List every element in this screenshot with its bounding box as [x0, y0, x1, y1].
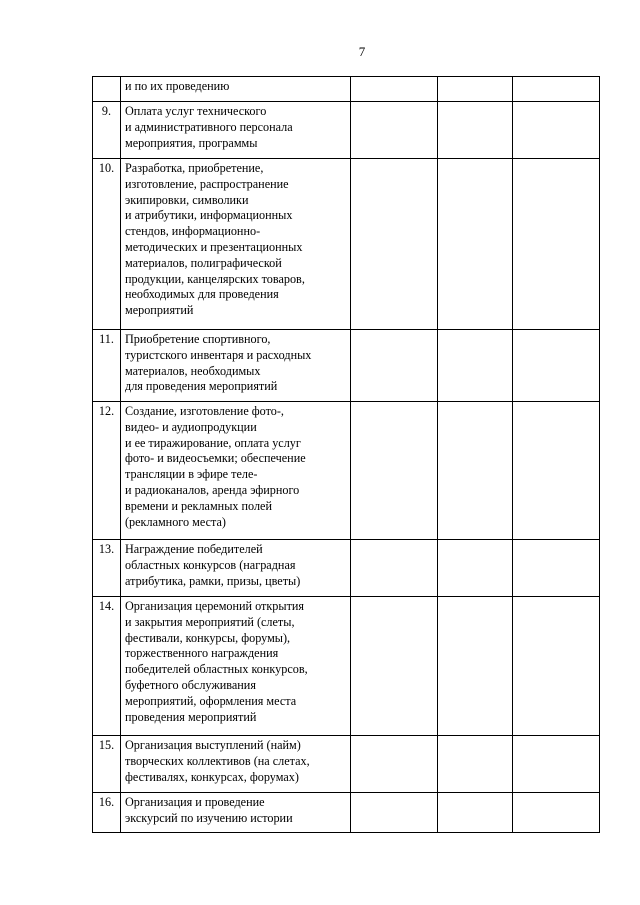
empty-cell: [351, 77, 438, 102]
row-description: Организация церемоний открытия и закрытия мероприятий (слеты, фестивали, конкурсы, форумы), торжественного награждения победителей областных конкурсов, буфетного обслуживания мероприятий, оформления места проведения мероприятий: [121, 597, 351, 736]
empty-cell: [351, 330, 438, 402]
page-number: 7: [358, 44, 366, 59]
row-number: 16.: [93, 793, 121, 833]
empty-cell: [351, 159, 438, 330]
empty-cell: [438, 77, 513, 102]
row-description: Создание, изготовление фото-, видео- и аудиопродукции и ее тиражирование, оплата услуг фото- и видеосъемки; обеспечение трансляции в эфире теле- и радиоканалов, аренда эфирного времени и рекламных полей (рекламного места): [121, 402, 351, 540]
row-description: Приобретение спортивного, туристского инвентаря и расходных материалов, необходимых для проведения мероприятий: [121, 330, 351, 402]
table-row: [93, 793, 600, 833]
row-number: 9.: [93, 102, 121, 159]
table-row: [93, 102, 600, 159]
empty-cell: [438, 330, 513, 402]
empty-cell: [438, 793, 513, 833]
row-description: Организация и проведение экскурсий по изучению истории: [121, 793, 351, 833]
empty-cell: [438, 159, 513, 330]
empty-cell: [513, 330, 600, 402]
empty-cell: [513, 102, 600, 159]
row-number: 12.: [93, 402, 121, 540]
expense-table: [92, 76, 600, 833]
empty-cell: [438, 402, 513, 540]
row-number: 10.: [93, 159, 121, 330]
empty-cell: [351, 736, 438, 793]
row-description: Награждение победителей областных конкурсов (наградная атрибутика, рамки, призы, цветы): [121, 540, 351, 597]
row-description: Организация выступлений (найм) творческих коллективов (на слетах, фестивалях, конкурсах, форумах): [121, 736, 351, 793]
empty-cell: [351, 597, 438, 736]
empty-cell: [513, 540, 600, 597]
row-description: Оплата услуг технического и административного персонала мероприятия, программы: [121, 102, 351, 159]
row-number: 14.: [93, 597, 121, 736]
row-number: [93, 77, 121, 102]
empty-cell: [351, 402, 438, 540]
empty-cell: [513, 402, 600, 540]
row-number: 11.: [93, 330, 121, 402]
empty-cell: [513, 159, 600, 330]
empty-cell: [351, 540, 438, 597]
empty-cell: [513, 77, 600, 102]
table-row: [93, 540, 600, 597]
empty-cell: [438, 736, 513, 793]
row-description: Разработка, приобретение, изготовление, распространение экипировки, символики и атрибутики, информационных стендов, информационно- методических и презентационных материалов, полиграфической продукции, канцелярских товаров, необходимых для проведения мероприятий: [121, 159, 351, 330]
table-row: [93, 330, 600, 402]
empty-cell: [513, 736, 600, 793]
table-row: [93, 597, 600, 736]
table-row: [93, 159, 600, 330]
empty-cell: [513, 597, 600, 736]
row-description: и по их проведению: [121, 77, 351, 102]
row-number: 15.: [93, 736, 121, 793]
table-row: [93, 402, 600, 540]
table-row: [93, 736, 600, 793]
empty-cell: [513, 793, 600, 833]
empty-cell: [438, 540, 513, 597]
row-number: 13.: [93, 540, 121, 597]
empty-cell: [438, 597, 513, 736]
table-row: [93, 77, 600, 102]
empty-cell: [351, 102, 438, 159]
empty-cell: [351, 793, 438, 833]
empty-cell: [438, 102, 513, 159]
